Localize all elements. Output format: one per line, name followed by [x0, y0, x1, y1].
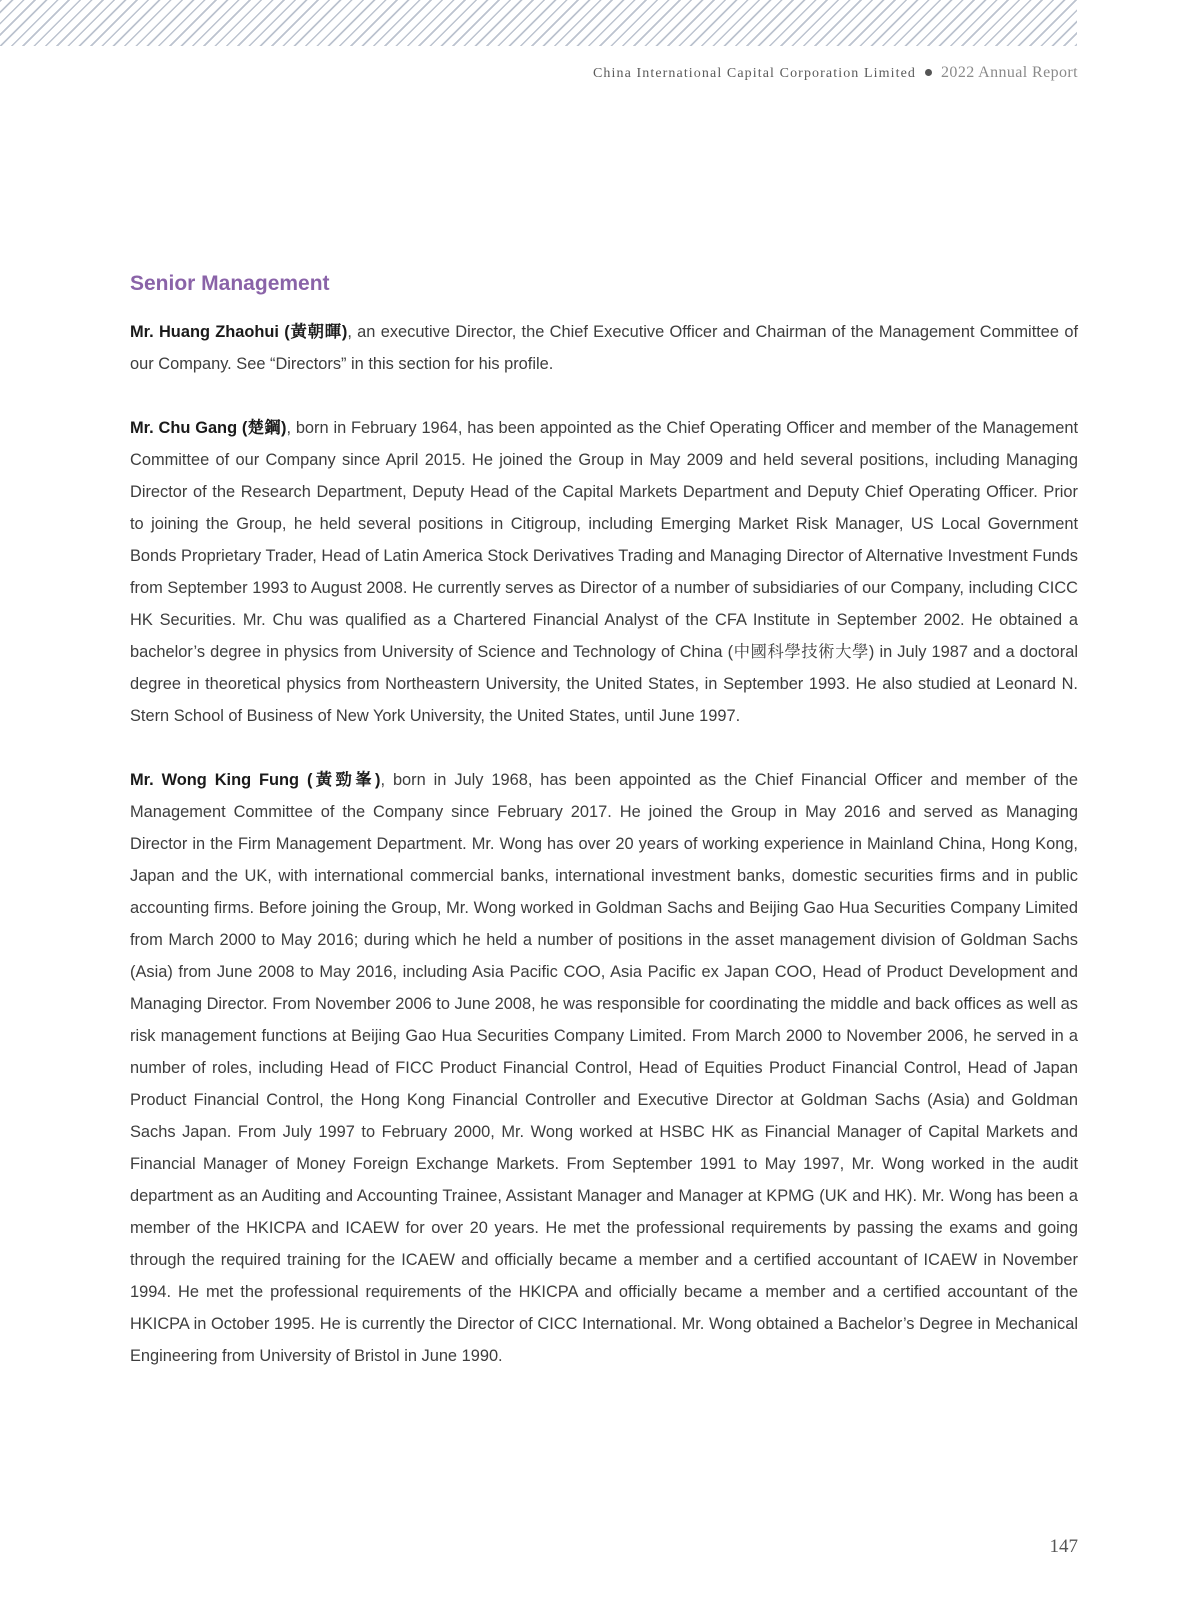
- bullet-separator-icon: [925, 69, 932, 76]
- bio-chu-gang: [130, 412, 1078, 732]
- bio-text: , born in February 1964, has been appointed as the Chief Operating Officer and member of the Management Committee of our Company since April 2015. He joined the Group in May 2009 and held several positions, including Managing Director of the Research Department, Deputy Head of the Capital Markets Department and Deputy Chief Operating Officer. Prior to joining the Group, he held several positions in Citigroup, including Emerging Market Risk Manager, US Local Government Bonds Proprietary Trader, Head of Latin America Stock Derivatives Trading and Managing Director of Alternative Investment Funds from September 1993 to August 2008. He currently serves as Director of a number of subsidiaries of our Company, including CICC HK Securities. Mr. Chu was qualified as a Chartered Financial Analyst of the CFA Institute in September 2002. He obtained a bachelor’s degree in physics from University of Science and Technology of China (中國科學技術大學) in July 1987 and a doctoral degree in theoretical physics from Northeastern University, the United States, in September 1993. He also studied at Leonard N. Stern School of Business of New York University, the United States, until June 1997.: [130, 419, 1078, 725]
- main-content: [130, 272, 1078, 1404]
- bio-text: , born in July 1968, has been appointed as the Chief Financial Officer and member of the Management Committee of the Company since February 2017. He joined the Group in May 2016 and served as Managing Director in the Firm Management Department. Mr. Wong has over 20 years of working experience in Mainland China, Hong Kong, Japan and the UK, with international commercial banks, international investment banks, domestic securities firms and in public accounting firms. Before joining the Group, Mr. Wong worked in Goldman Sachs and Beijing Gao Hua Securities Company Limited from March 2000 to May 2016; during which he held a number of positions in the asset management division of Goldman Sachs (Asia) from June 2008 to May 2016, including Asia Pacific COO, Asia Pacific ex Japan COO, Head of Product Development and Managing Director. From November 2006 to June 2008, he was responsible for coordinating the middle and back offices as well as risk management functions at Beijing Gao Hua Securities Company Limited. From March 2000 to November 2006, he served in a number of roles, including Head of FICC Product Financial Control, Head of Equities Product Financial Control, Head of Japan Product Financial Control, the Hong Kong Financial Controller and Executive Director at Goldman Sachs (Asia) and Goldman Sachs Japan. From July 1997 to February 2000, Mr. Wong worked at HSBC HK as Financial Manager of Capital Markets and Financial Manager of Money Foreign Exchange Markets. From September 1991 to May 1997, Mr. Wong worked in the audit department as an Auditing and Accounting Trainee, Assistant Manager and Manager at KPMG (UK and HK). Mr. Wong has been a member of the HKICPA and ICAEW for over 20 years. He met the professional requirements by passing the exams and going through the required training for the ICAEW and officially became a member and a certified accountant of ICAEW in November 1994. He met the professional requirements of the HKICPA and officially became a member and a certified accountant of the HKICPA in October 1995. He is currently the Director of CICC International. Mr. Wong obtained a Bachelor’s Degree in Mechanical Engineering from University of Bristol in June 1990.: [130, 771, 1078, 1365]
- running-header: [593, 64, 1078, 82]
- header-hatch-band: [0, 0, 1077, 46]
- bio-huang-zhaohui: [130, 316, 1078, 380]
- page-number: 147: [1049, 1536, 1078, 1557]
- company-name: China International Capital Corporation Limited: [592, 66, 917, 81]
- bio-wong-king-fung: [130, 764, 1078, 1372]
- bio-name: Mr. Huang Zhaohui (黃朝暉): [130, 323, 348, 341]
- section-title: Senior Management: [130, 272, 330, 295]
- report-title: 2022 Annual Report: [941, 64, 1078, 81]
- bio-text: , an executive Director, the Chief Executive Officer and Chairman of the Management Committee of our Company. See “Directors” in this section for his profile.: [130, 323, 1078, 373]
- bio-name: Mr. Wong King Fung (黃勁峯): [130, 771, 381, 789]
- bio-name: Mr. Chu Gang (楚鋼): [130, 419, 287, 437]
